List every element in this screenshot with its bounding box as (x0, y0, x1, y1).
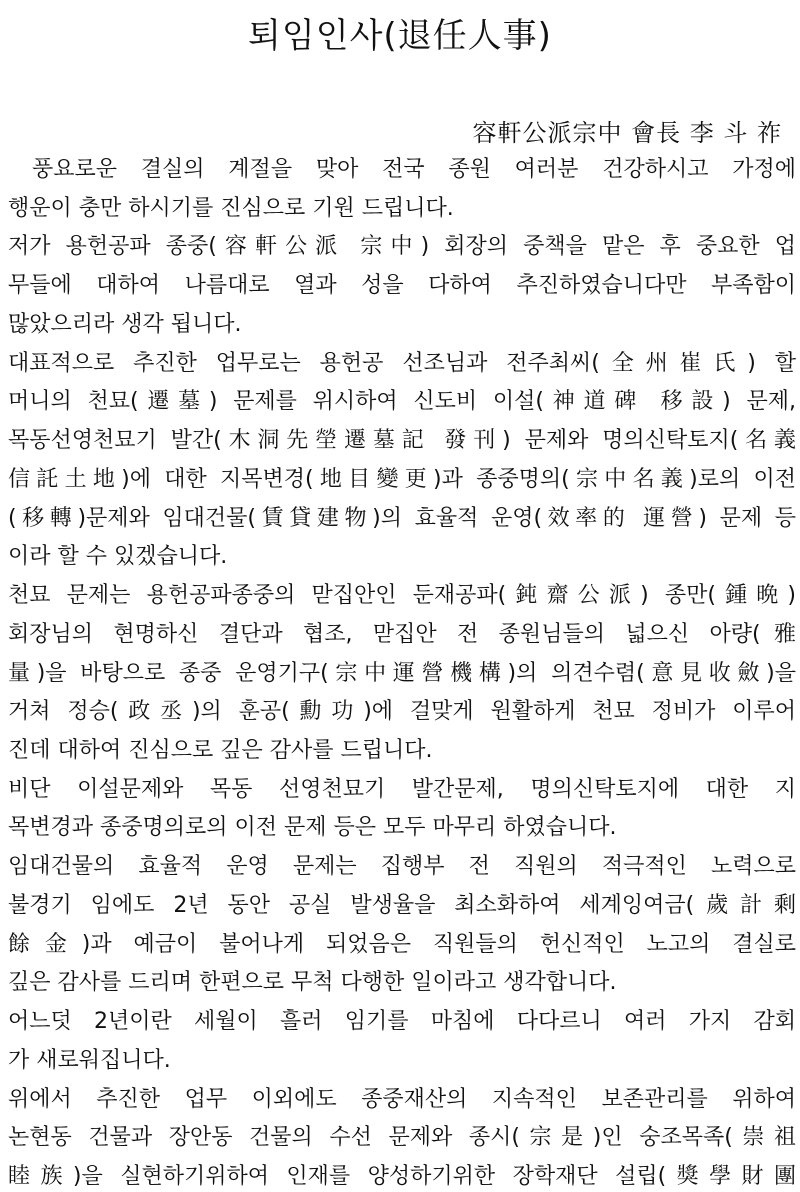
text-line: 진데 대하여 진심으로 깊은 감사를 드립니다. (8, 738, 433, 763)
text-line: 목변경과 종중명의로의 이전 문제 등은 모두 마무리 하였습니다. (8, 815, 617, 840)
text-line: 睦族)을 실현하기위하여 인재를 양성하기위한 장학재단 설립(獎學財團 (8, 1164, 796, 1189)
text-line: 깊은 감사를 드리며 한편으로 무척 다행한 일이라고 생각합니다. (8, 970, 617, 995)
text-line: 어느덧 2년이란 세월이 흘러 임기를 마침에 다다르니 여러 가지 감회 (8, 1009, 796, 1034)
text-line: 量)을 바탕으로 종중 운영기구(宗中運營機構)의 의견수렴(意見收斂)을 (8, 661, 796, 686)
text-line: 대표적으로 추진한 업무로는 용헌공 선조님과 전주최씨(全州崔氏) 할 (8, 351, 796, 376)
text-line: 많았으리라 생각 됩니다. (8, 312, 242, 337)
text-line: 가 새로워집니다. (8, 1048, 171, 1073)
document-title: 퇴임인사(退任人事) (248, 16, 552, 56)
text-line: 목동선영천묘기 발간(木洞先塋遷墓記 發刊) 문제와 명의신탁토지(名義 (8, 428, 796, 453)
text-line: 이라 할 수 있겠습니다. (8, 544, 228, 569)
text-line: 임대건물의 효율적 운영 문제는 집행부 전 직원의 적극적인 노력으로 (8, 854, 796, 879)
text-line: 餘金)과 예금이 불어나게 되었음은 직원들의 헌신적인 노고의 결실로 (8, 932, 796, 957)
text-line: 풍요로운 결실의 계절을 맞아 전국 종원 여러분 건강하시고 가정에 (32, 157, 796, 182)
text-line: 비단 이설문제와 목동 선영천묘기 발간문제, 명의신탁토지에 대한 지 (8, 777, 796, 802)
text-line: 위에서 추진한 업무 이외에도 종중재산의 지속적인 보존관리를 위하여 (8, 1087, 796, 1112)
text-line: 천묘 문제는 용헌공파종중의 맏집안인 둔재공파(鈍齋公派) 종만(鍾晩) (8, 583, 796, 608)
author-signature: 容軒公派宗中 會長 李 斗 祚 (472, 119, 782, 147)
text-line: 회장님의 현명하신 결단과 협조, 맏집안 전 종원님들의 넓으신 아량(雅 (8, 622, 796, 647)
text-line: 信託土地)에 대한 지목변경(地目變更)과 종중명의(宗中名義)로의 이전 (8, 467, 796, 492)
text-line: 무들에 대하여 나름대로 열과 성을 다하여 추진하였습니다만 부족함이 (8, 273, 796, 298)
text-line: 거쳐 정승(政丞)의 훈공(勳功)에 걸맞게 원활하게 천묘 정비가 이루어 (8, 699, 796, 724)
text-line: 행운이 충만 하시기를 진심으로 기원 드립니다. (8, 196, 454, 221)
text-line: 논현동 건물과 장안동 건물의 수선 문제와 종시(宗是)인 숭조목족(崇祖 (8, 1125, 796, 1150)
text-line: 불경기 임에도 2년 동안 공실 발생율을 최소화하여 세계잉여금(歲計剩 (8, 893, 796, 918)
text-line: (移轉)문제와 임대건물(賃貸建物)의 효율적 운영(效率的 運營) 문제 등 (8, 506, 796, 531)
text-line: 머니의 천묘(遷墓) 문제를 위시하여 신도비 이설(神道碑 移設) 문제, (8, 389, 796, 414)
text-line: 저가 용헌공파 종중(容軒公派 宗中) 회장의 중책을 맡은 후 중요한 업 (8, 234, 796, 259)
